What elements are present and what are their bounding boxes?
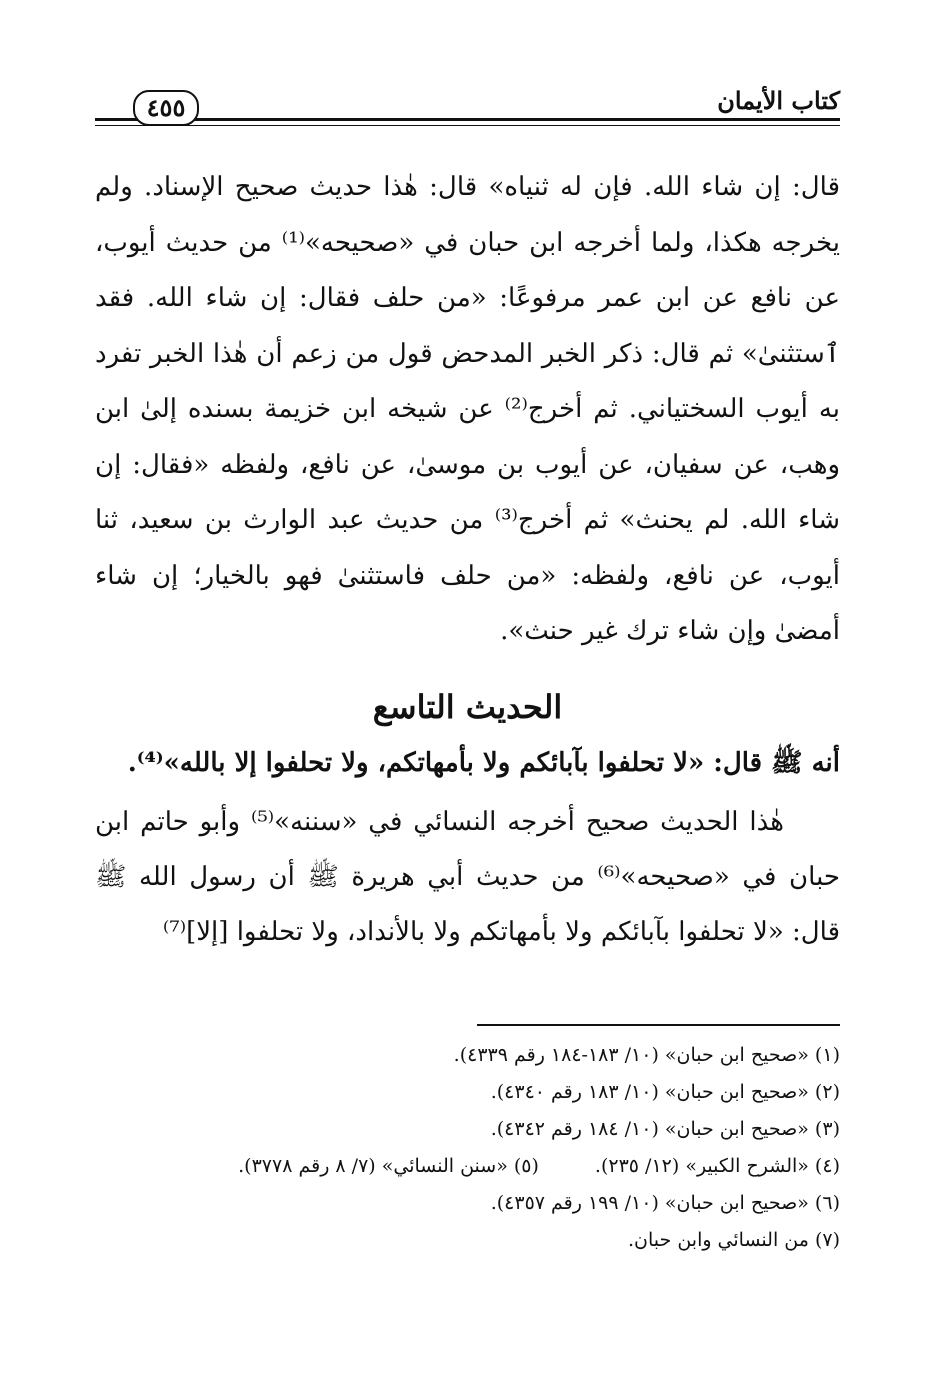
running-title: كتاب الأيمان bbox=[717, 86, 840, 115]
footnote-item bbox=[95, 1074, 840, 1111]
section-heading: الحديث التاسع bbox=[372, 687, 563, 726]
main-text bbox=[95, 160, 840, 960]
footnote-text: (٤) «الشرح الكبير» (١٢/ ٢٣٥). bbox=[594, 1155, 840, 1177]
commentary-paragraph: هٰذا الحديث صحيح أخرجه النسائي في «سننه»⁽⁵⁾ وأبو حاتم ابن حبان في «صحيحه»⁽⁶⁾ من حديث أبي هريرة ﷺ أن رسول الله ﷺ قال: «لا تحلفوا بآبائكم ولا بأمهاتكم ولا بالأنداد، ولا تحلفوا [إلا]⁽⁷⁾ bbox=[95, 806, 840, 947]
footnote-item bbox=[95, 1148, 840, 1185]
footnote-text: (٦) «صحيح ابن حبان» (١٠/ ١٩٩ رقم ٤٣٥٧). bbox=[490, 1192, 840, 1214]
footnote-text: (١) «صحيح ابن حبان» (١٠/ ١٨٣-١٨٤ رقم ٤٣٣٩). bbox=[453, 1044, 840, 1066]
footnote-spacer bbox=[539, 1148, 595, 1185]
header-rule-thin bbox=[95, 125, 840, 126]
page-number-badge: ٤٥٥ bbox=[133, 90, 199, 126]
footnote-item bbox=[95, 1037, 840, 1074]
footnote-text: (٣) «صحيح ابن حبان» (١٠/ ١٨٤ رقم ٤٣٤٢). bbox=[490, 1118, 840, 1140]
footnote-item bbox=[95, 1185, 840, 1222]
page-header bbox=[95, 84, 840, 140]
footnotes bbox=[95, 1037, 840, 1259]
footnote-text: (٢) «صحيح ابن حبان» (١٠/ ١٨٣ رقم ٤٣٤٠). bbox=[490, 1081, 840, 1103]
hadith-text: أنه ﷺ قال: «لا تحلفوا بآبائكم ولا بأمهاتكم، ولا تحلفوا إلا بالله»⁽⁴⁾. bbox=[127, 747, 840, 778]
footnote-separator bbox=[477, 1024, 840, 1026]
footnote-text: (٧) من النسائي وابن حبان. bbox=[628, 1229, 840, 1251]
footnote-item bbox=[95, 1111, 840, 1148]
footnote-item bbox=[95, 1222, 840, 1259]
header-rule-thick bbox=[95, 118, 840, 121]
footnote-text: (٥) «سنن النسائي» (٧/ ٨ رقم ٣٧٧٨). bbox=[238, 1155, 539, 1177]
body-paragraph: قال: إن شاء الله. فإن له ثنياه» قال: هٰذا حديث صحيح الإسناد. ولم يخرجه هكذا، ولما أخرجه ابن حبان في «صحيحه»⁽¹⁾ من حديث أيوب، عن نافع عن ابن عمر مرفوعًا: «من حلف فقال: إن شاء الله. فقد ٱستثنىٰ» ثم قال: ذكر الخبر المدحض قول من زعم أن هٰذا الخبر تفرد به أيوب السختياني. ثم أخرج⁽²⁾ عن شيخه ابن خزيمة بسنده إلىٰ ابن وهب، عن سفيان، عن أيوب بن موسىٰ، عن نافع، ولفظه «فقال: إن شاء الله. لم يحنث» ثم أخرج⁽³⁾ من حديث عبد الوارث بن سعيد، ثنا أيوب، عن نافع، ولفظه: «من حلف فاستثنىٰ فهو بالخيار؛ إن شاء أمضىٰ وإن شاء ترك غير حنث». bbox=[95, 172, 840, 646]
